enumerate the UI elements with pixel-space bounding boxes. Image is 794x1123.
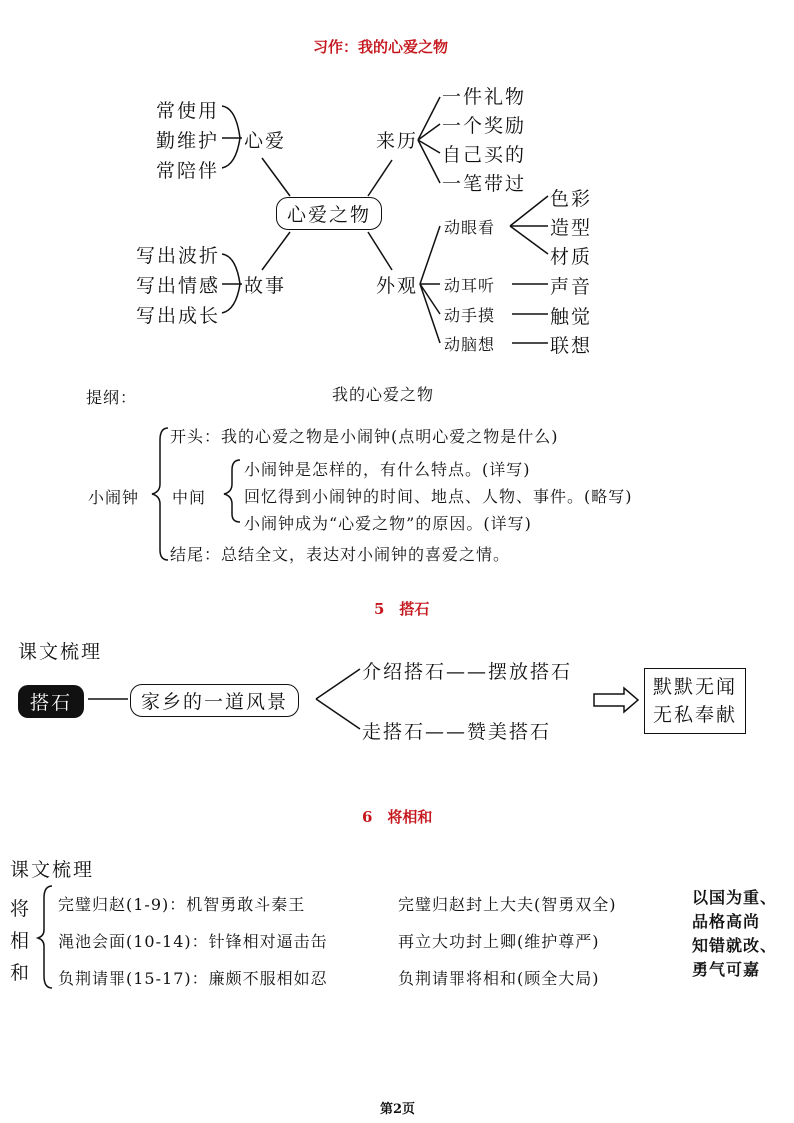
section2-subtitle: 课文梳理 (18, 641, 103, 663)
mindmap-branch-label: 心爱 (244, 130, 287, 152)
mindmap-item: 自己买的 (442, 144, 527, 166)
mindmap-leaf: 造型 (550, 217, 593, 239)
section2-result-box (644, 668, 746, 734)
summary-line: 品格高尚 (692, 912, 761, 931)
story-detail: ：针锋相对逼击缶 (191, 932, 328, 951)
mindmap-leaf: 声音 (550, 276, 593, 298)
section2-result-line: 无私奉献 (653, 704, 738, 726)
outline-middle-item: 小闹钟是怎样的，有什么特点。(详写) (244, 460, 531, 479)
story-result: 完璧归赵封上大夫(智勇双全) (398, 895, 617, 914)
mindmap-branch-label: 外观 (376, 275, 419, 297)
section3-row (58, 960, 328, 997)
story-name: 负荆请罪(15-17) (58, 969, 192, 988)
mindmap-sub-branch: 动耳听 (444, 276, 496, 295)
mindmap-sub-branch: 动脑想 (444, 335, 496, 354)
mindmap-leaf: 色彩 (550, 188, 593, 210)
right-top-items (442, 83, 526, 199)
mindmap-item: 常使用 (156, 100, 220, 122)
story-result: 负荆请罪将相和(顾全大局) (398, 969, 600, 988)
mindmap-branch-label: 来历 (376, 130, 419, 152)
story-detail: ：机智勇敢斗秦王 (169, 895, 306, 914)
summary-line: 以国为重、 (692, 888, 778, 907)
story-name: 渑池会面(10-14) (58, 932, 192, 951)
section3-row (58, 886, 328, 923)
mindmap-sub-branch: 动手摸 (444, 306, 496, 325)
mindmap-leaf: 材质 (550, 246, 593, 268)
mindmap-center-node: 心爱之物 (276, 197, 382, 230)
left-top-items (156, 96, 219, 186)
mindmap-item: 写出成长 (136, 305, 221, 327)
summary-line: 知错就改、 (692, 936, 778, 955)
mindmap-leaf: 触觉 (550, 306, 593, 328)
section3-subtitle: 课文梳理 (10, 859, 95, 881)
section2-branch: 走搭石——赞美搭石 (362, 721, 552, 743)
outline-label: 提纲： (86, 388, 138, 407)
story-detail: ：廉颇不服相如忍 (191, 969, 328, 988)
section3-root-char: 相 (10, 930, 32, 952)
summary-line: 勇气可嘉 (692, 960, 761, 979)
outline-start: 开头：我的心爱之物是小闹钟(点明心爱之物是什么) (170, 427, 559, 446)
section3-title: 6 将相和 (362, 808, 433, 826)
outline-middle-items (244, 456, 633, 537)
section3-results (398, 886, 617, 997)
section2-result-line: 默默无闻 (653, 676, 738, 698)
mindmap-item: 写出情感 (136, 275, 221, 297)
mindmap-sub-branch: 动眼看 (444, 218, 496, 237)
section2-branch: 介绍搭石——摆放搭石 (362, 661, 573, 683)
mindmap-item: 一笔带过 (442, 173, 527, 195)
section3-root (10, 893, 31, 989)
section3-root-char: 和 (10, 962, 32, 984)
outline-title: 我的心爱之物 (332, 385, 435, 404)
page-number: 第2页 (380, 1102, 416, 1117)
left-bottom-items (136, 241, 220, 331)
story-result: 再立大功封上卿(维护尊严) (398, 932, 600, 951)
section3-row (58, 923, 328, 960)
outline-middle-label: 中间 (172, 488, 207, 507)
section3-summary (692, 886, 777, 982)
mindmap-item: 写出波折 (136, 245, 221, 267)
outline-end: 结尾：总结全文，表达对小闹钟的喜爱之情。 (170, 545, 511, 564)
section2-title: 5 搭石 (374, 600, 430, 618)
story-name: 完璧归赵(1-9) (58, 895, 170, 914)
mindmap-item: 一件礼物 (442, 86, 527, 108)
mindmap-item: 常陪伴 (156, 160, 220, 182)
mindmap-item: 一个奖励 (442, 115, 527, 137)
section2-node: 家乡的一道风景 (130, 684, 299, 717)
mindmap-branch-label: 故事 (244, 275, 287, 297)
section3-rows (58, 886, 328, 997)
section3-root-char: 将 (10, 898, 32, 920)
outline-middle-item: 小闹钟成为“心爱之物”的原因。(详写) (244, 514, 532, 533)
mindmap-item: 勤维护 (156, 130, 220, 152)
section1-title: 习作：我的心爱之物 (313, 38, 449, 56)
section2-root: 搭石 (18, 685, 84, 718)
outline-subject: 小闹钟 (88, 488, 140, 507)
outline-middle-item: 回忆得到小闹钟的时间、地点、人物、事件。(略写) (244, 487, 633, 506)
mindmap-leaf: 联想 (550, 335, 593, 357)
